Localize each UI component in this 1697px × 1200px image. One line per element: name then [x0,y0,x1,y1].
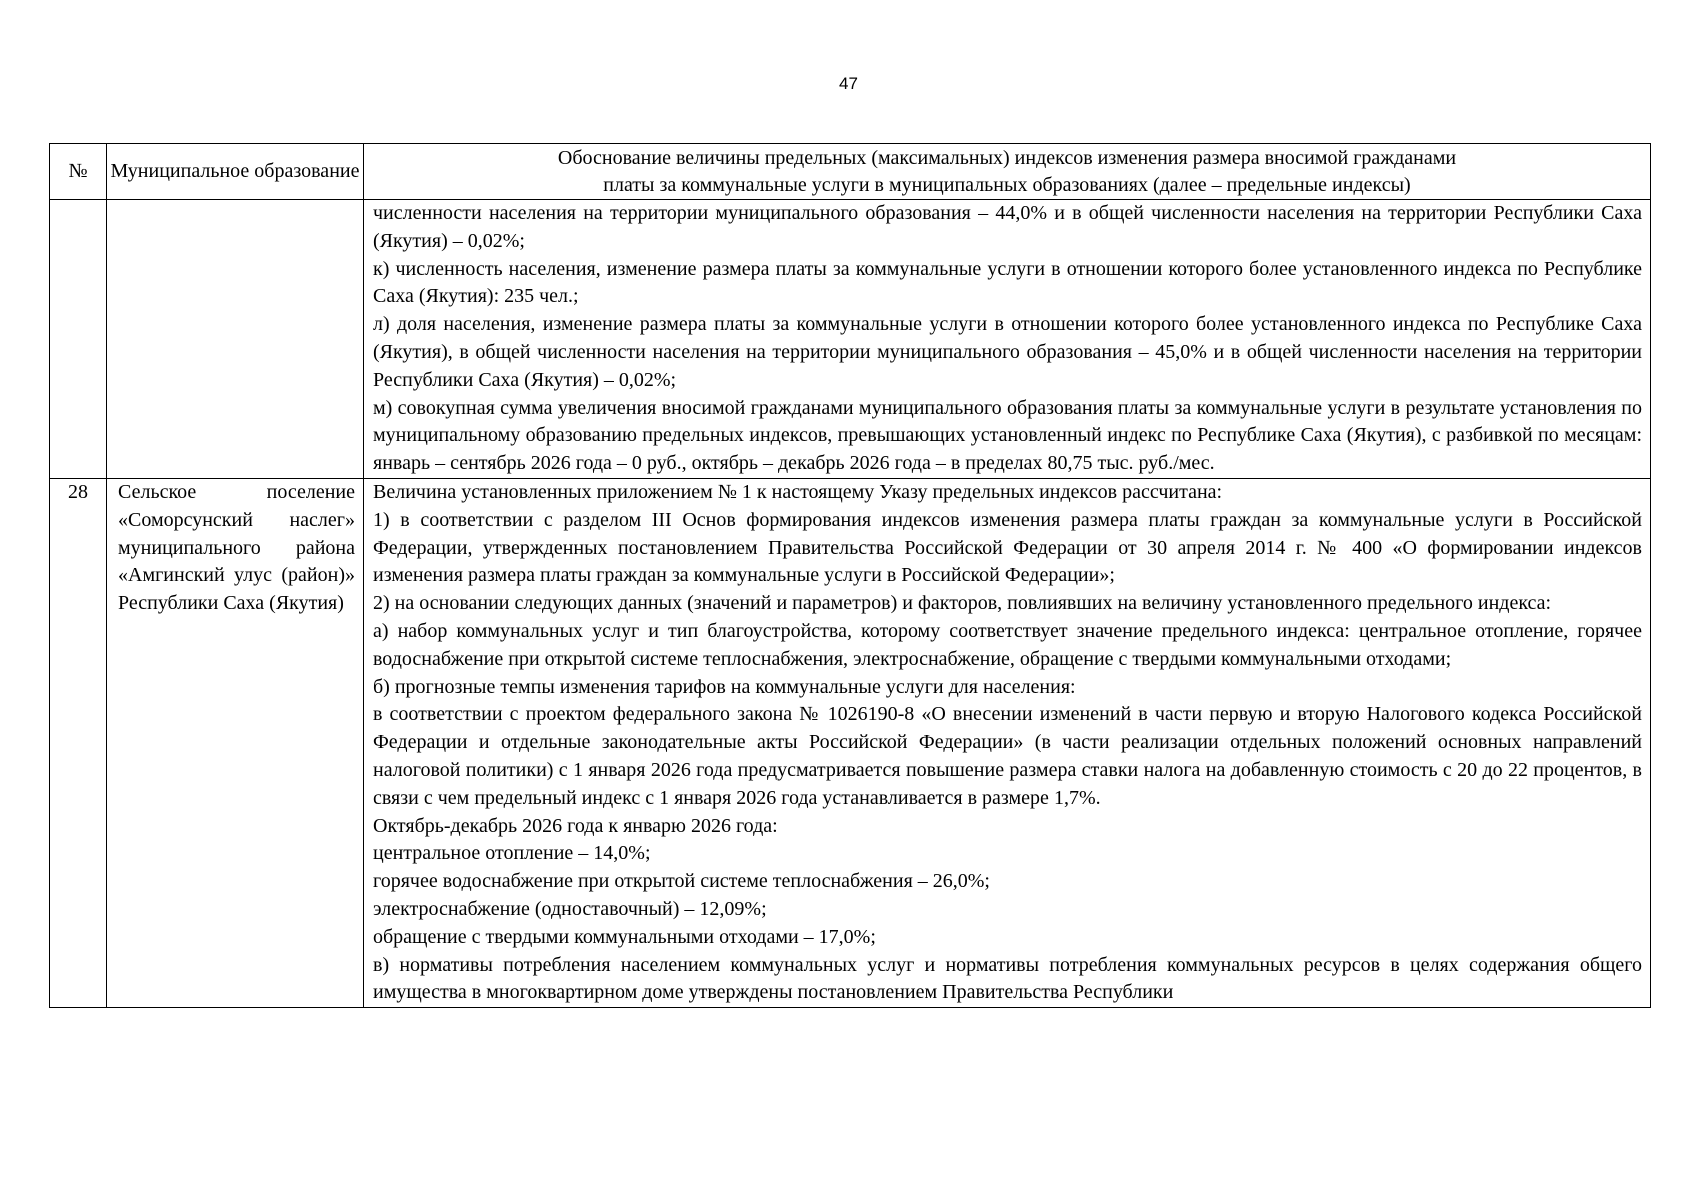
row-justification [364,478,1651,1007]
paragraph: м) совокупная сумма увеличения вносимой гражданами муниципального образования платы за коммунальные услуги в результате установления по муниципальному образованию предельных индексов, превышающих установленный индекс по Республике Саха (Якутия), с разбивкой по месяцам: январь – сентябрь 2026 года – 0 руб., октябрь – декабрь 2026 года – в пределах 80,75 тыс. руб./мес. [373,396,1642,475]
header-justification [364,144,1651,200]
row-num [50,200,107,479]
row-num: 28 [50,478,107,1007]
paragraph: 1) в соответствии с разделом III Основ формирования индексов изменения размера платы граждан за коммунальные услуги в Российской Федерации, утвержденных постановлением Правительства Российской Федерации от 30 апреля 2014 г. № 400 «О формировании индексов изменения размера платы граждан за коммунальные услуги в Российской Федерации»; [373,508,1642,587]
paragraph: горячее водоснабжение при открытой системе теплоснабжения – 26,0%; [373,870,990,893]
paragraph: в) нормативы потребления населением коммунальных услуг и нормативы потребления коммунальных ресурсов в целях содержания общего имущества в многоквартирном доме утверждены постановлением Правительства Республики [373,953,1642,1004]
header-justification-line1: Обоснование величины предельных (максимальных) индексов изменения размера вносимой гражданами [557,147,1457,169]
row-justification [364,200,1651,479]
table-header-row [50,144,1651,200]
paragraph: к) численность населения, изменение размера платы за коммунальные услуги в отношении которого более установленного индекса по Республике Саха (Якутия): 235 чел.; [373,257,1642,308]
paragraph: численности населения на территории муниципального образования – 44,0% и в общей численности населения на территории Республики Саха (Якутия) – 0,02%; [373,202,1642,252]
table-row [50,200,1651,479]
paragraph: в соответствии с проектом федерального закона № 1026190-8 «О внесении изменений в части первую и вторую Налогового кодекса Российской Федерации и отдельные законодательные акты Российской Федерации» (в части реализации отдельных положений основных направлений налоговой политики) с 1 января 2026 года предусматривается повышение размера ставки налога на добавленную стоимость с 20 до 22 процентов, в связи с чем предельный индекс с 1 января 2026 года устанавливается в размере 1,7%. [373,703,1642,809]
paragraph: центральное отопление – 14,0%; [373,842,651,865]
paragraph: Величина установленных приложением № 1 к настоящему Указу предельных индексов рассчитана: [373,480,1223,503]
paragraph: а) набор коммунальных услуг и тип благоустройства, которому соответствует значение предельного индекса: центральное отопление, горячее водоснабжение при открытой системе теплоснабжения, электроснабжение, обращение с твердыми коммунальными отходами; [373,619,1642,670]
page-number: 47 [839,74,858,93]
row-municipality [107,200,364,479]
header-justification-line2: платы за коммунальные услуги в муниципальных образованиях (далее – предельные индексы) [603,173,1411,196]
paragraph: 2) на основании следующих данных (значений и параметров) и факторов, повлиявших на величину установленного предельного индекса: [373,592,1552,615]
row-municipality: Сельское поселение «Соморсунский наслег» муниципального района «Амгинский улус (район)» Республики Саха (Якутия) [107,478,364,1007]
indices-table [49,143,1651,1008]
paragraph: б) прогнозные темпы изменения тарифов на коммунальные услуги для населения: [373,675,1076,698]
paragraph: л) доля населения, изменение размера платы за коммунальные услуги в отношении которого более установленного индекса по Республике Саха (Якутия), в общей численности населения на территории муниципального образования – 45,0% и в общей численности населения на территории Республики Саха (Якутия) – 0,02%; [373,313,1642,391]
paragraph: электроснабжение (одноставочный) – 12,09%; [373,897,767,920]
paragraph: Октябрь-декабрь 2026 года к январю 2026 года: [373,814,778,837]
header-municipality: Муниципальное образование [107,144,364,200]
paragraph: обращение с твердыми коммунальными отходами – 17,0%; [373,925,876,948]
table-row [50,478,1651,1007]
header-num: № [50,144,107,200]
